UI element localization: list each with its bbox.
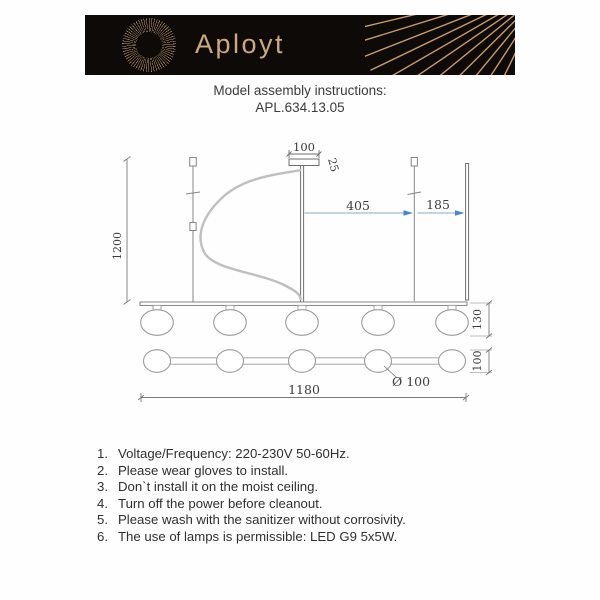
globes-side-view — [141, 305, 469, 335]
dim-label-185: 185 — [426, 197, 450, 212]
item-text: Please wear gloves to install. — [118, 462, 289, 478]
list-item — [97, 463, 497, 480]
dim-label-canopy-100: 100 — [293, 140, 315, 154]
brand-name: Aployt — [195, 29, 286, 59]
right-suspension-rod — [408, 158, 422, 302]
center-rod — [301, 166, 304, 303]
globes-top-view — [144, 350, 466, 373]
list-item — [97, 529, 497, 546]
end-profile-bar — [466, 164, 469, 301]
list-item — [97, 479, 497, 496]
dim-label-1200: 1200 — [111, 232, 124, 260]
item-number: 1. — [97, 446, 108, 461]
item-text: Please wash with the sanitizer without corrosivity. — [118, 512, 406, 527]
dim-label-130: 130 — [471, 309, 484, 330]
power-cable — [201, 170, 301, 300]
dim-label-canopy-25: 25 — [325, 156, 342, 174]
instructions-list — [97, 446, 497, 545]
item-number: 5. — [97, 512, 108, 527]
dim-label-405: 405 — [346, 198, 370, 213]
dim-drop-height — [124, 157, 131, 305]
title-line: Model assembly instructions: — [213, 83, 387, 98]
dim-label-diameter: Ø 100 — [392, 374, 431, 389]
item-number: 6. — [97, 528, 108, 544]
dim-label-100-globe: 100 — [471, 350, 484, 372]
list-item — [97, 446, 497, 463]
item-number: 2. — [97, 462, 108, 478]
item-number: 4. — [97, 495, 108, 511]
item-text: Don`t install it on the moist ceiling. — [118, 479, 319, 494]
item-text: Voltage/Frequency: 220-230V 50-60Hz. — [118, 446, 350, 461]
model-number: APL.634.13.05 — [255, 99, 345, 115]
dim-label-1180: 1180 — [288, 382, 320, 397]
list-item — [97, 496, 497, 513]
item-text: Turn off the power before cleanout. — [118, 495, 323, 511]
left-suspension-rod — [186, 158, 200, 303]
item-number: 3. — [97, 479, 108, 494]
fixture-bar-side — [140, 302, 467, 305]
list-item — [97, 512, 497, 529]
item-text: The use of lamps is permissible: LED G9 5x5W. — [118, 528, 398, 544]
